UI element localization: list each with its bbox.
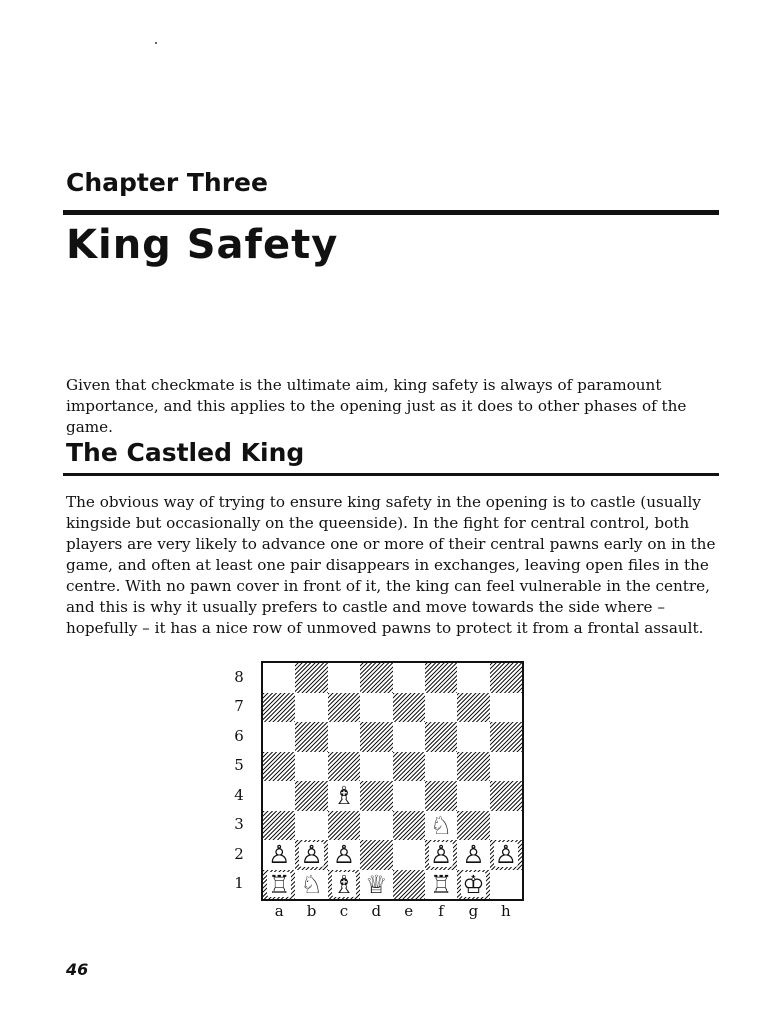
file-label: g — [468, 902, 479, 920]
chapter-label: Chapter Three — [66, 168, 268, 197]
square-c4 — [328, 781, 360, 811]
page-number: 46 — [66, 960, 89, 979]
square-a5 — [263, 752, 295, 782]
file-label: e — [404, 902, 414, 920]
square-d2 — [360, 840, 392, 870]
square-a3 — [263, 811, 295, 841]
file-label: h — [500, 902, 511, 920]
file-label: c — [339, 902, 349, 920]
square-h6 — [490, 722, 522, 752]
chess-board — [261, 661, 524, 901]
square-b8 — [295, 663, 327, 693]
square-h8 — [490, 663, 522, 693]
file-label: f — [438, 902, 444, 920]
square-e3 — [393, 811, 425, 841]
rank-label: 4 — [234, 785, 244, 804]
square-c1 — [328, 870, 360, 900]
square-d7 — [360, 693, 392, 723]
square-g2 — [457, 840, 489, 870]
square-h3 — [490, 811, 522, 841]
square-f8 — [425, 663, 457, 693]
square-e6 — [393, 722, 425, 752]
square-b1 — [295, 870, 327, 900]
square-h1 — [490, 870, 522, 900]
rank-label: 3 — [234, 815, 244, 834]
section-body: The obvious way of trying to ensure king safety in the opening is to castle (usually kingside but occasionally on the queenside). In the fight for central control, both players are very likely to advance one or more of their central pawns early on in the game, and often at least one pair disappears in exchanges, leaving open files in the centre. With no pawn cover in front of it, the king can feel vulnerable in the centre, and this is why it usually prefers to castle and move towards the side where – hopefully – it has a nice row of unmoved pawns to protect it from a frontal assault. — [66, 493, 716, 637]
square-b5 — [295, 752, 327, 782]
square-d4 — [360, 781, 392, 811]
piece-g2: ♙ — [462, 840, 485, 870]
square-b4 — [295, 781, 327, 811]
intro-paragraph: Given that checkmate is the ultimate aim, king safety is always of paramount importance, and this applies to the opening just as it does to other phases of the game. — [66, 376, 687, 436]
square-f3 — [425, 811, 457, 841]
square-e8 — [393, 663, 425, 693]
square-g1 — [457, 870, 489, 900]
square-f5 — [425, 752, 457, 782]
square-f4 — [425, 781, 457, 811]
piece-f3: ♘ — [429, 810, 453, 840]
piece-b1: ♘ — [300, 869, 323, 899]
file-label: a — [274, 902, 284, 920]
section-heading: The Castled King — [66, 438, 305, 467]
chapter-title: King Safety — [66, 222, 339, 268]
square-b6 — [295, 722, 327, 752]
square-f6 — [425, 722, 457, 752]
rank-label: 7 — [234, 697, 244, 716]
square-c2 — [328, 840, 360, 870]
square-c8 — [328, 663, 360, 693]
rank-label: 2 — [234, 844, 244, 863]
square-b7 — [295, 693, 327, 723]
square-a1 — [263, 870, 295, 900]
square-d3 — [360, 811, 392, 841]
square-g5 — [457, 752, 489, 782]
piece-f2: ♙ — [429, 840, 453, 870]
rank-label: 5 — [234, 756, 244, 775]
piece-c4: ♗ — [332, 781, 356, 811]
square-h7 — [490, 693, 522, 723]
square-f2 — [425, 840, 457, 870]
piece-a1: ♖ — [267, 869, 291, 899]
square-c5 — [328, 752, 360, 782]
square-h5 — [490, 752, 522, 782]
square-g3 — [457, 811, 489, 841]
square-a4 — [263, 781, 295, 811]
rank-label: 8 — [234, 667, 244, 686]
piece-h2: ♙ — [494, 840, 518, 870]
square-d6 — [360, 722, 392, 752]
piece-d1: ♕ — [365, 869, 388, 899]
square-d8 — [360, 663, 392, 693]
square-e2 — [393, 840, 425, 870]
piece-a2: ♙ — [267, 840, 291, 870]
file-label: b — [306, 902, 317, 920]
square-b2 — [295, 840, 327, 870]
heading-rule — [63, 210, 719, 215]
square-g8 — [457, 663, 489, 693]
rank-label: 6 — [234, 726, 244, 745]
square-a6 — [263, 722, 295, 752]
square-b3 — [295, 811, 327, 841]
rank-label: 1 — [234, 874, 244, 893]
square-e1 — [393, 870, 425, 900]
section-rule — [63, 473, 719, 476]
piece-b2: ♙ — [300, 840, 323, 870]
square-f7 — [425, 693, 457, 723]
square-c7 — [328, 693, 360, 723]
square-f1 — [425, 870, 457, 900]
square-h4 — [490, 781, 522, 811]
square-g6 — [457, 722, 489, 752]
square-a7 — [263, 693, 295, 723]
piece-g1: ♔ — [462, 869, 485, 899]
square-a2 — [263, 840, 295, 870]
file-label: d — [371, 902, 382, 920]
square-e4 — [393, 781, 425, 811]
square-c3 — [328, 811, 360, 841]
square-d5 — [360, 752, 392, 782]
square-d1 — [360, 870, 392, 900]
square-e5 — [393, 752, 425, 782]
piece-c1: ♗ — [332, 869, 356, 899]
square-e7 — [393, 693, 425, 723]
square-h2 — [490, 840, 522, 870]
piece-c2: ♙ — [332, 840, 356, 870]
square-g7 — [457, 693, 489, 723]
stray-dot — [155, 42, 157, 44]
square-g4 — [457, 781, 489, 811]
square-c6 — [328, 722, 360, 752]
piece-f1: ♖ — [429, 869, 453, 899]
square-a8 — [263, 663, 295, 693]
